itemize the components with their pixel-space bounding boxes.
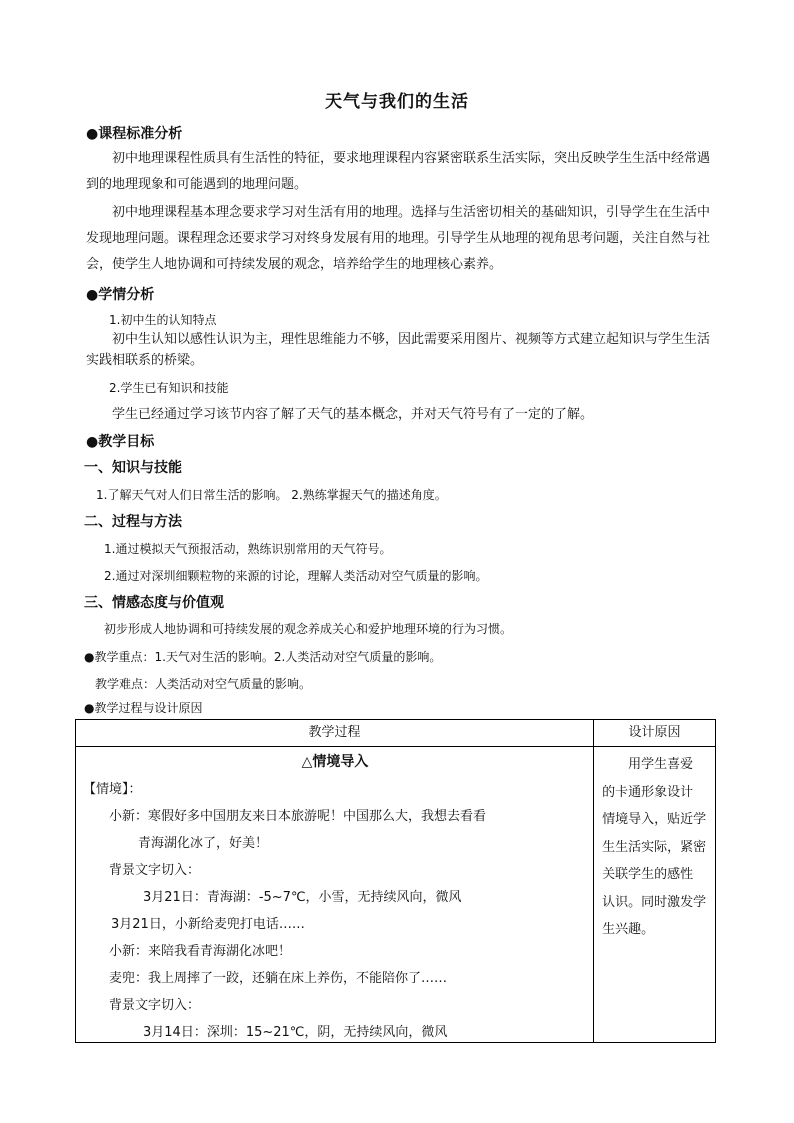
process-line: 青海湖化冰了，好美！ bbox=[138, 836, 269, 851]
curriculum-paragraph-2: 初中地理课程基本理念要求学习对生活有用的地理。选择与生活密切相关的基础知识，引导学生在生活中发现地理问题。课程理念还要求学习对终身发展有用的地理。引导学生从地理的视角思考问题，关注自然与社会，使学生人地协调和可持续发展的观念，培养给学生的地理核心素养。 bbox=[86, 205, 711, 272]
reason-line: 用学生喜爱 bbox=[628, 757, 694, 772]
goals-method-item-2: 2.通过对深圳细颗粒物的来源的讨论，理解人类活动对空气质量的影响。 bbox=[104, 569, 488, 583]
learners-paragraph-2: 学生已经通过学习该节内容了解了天气的基本概念，并对天气符号有了一定的了解。 bbox=[112, 407, 594, 422]
reason-line: 的卡通形象设计 bbox=[602, 784, 694, 800]
process-line: 【情境】： bbox=[83, 782, 142, 797]
process-line: 背景文字切入： bbox=[109, 998, 201, 1013]
process-heading: ●教学过程与设计原因 bbox=[84, 701, 203, 715]
process-line: 背景文字切入： bbox=[109, 863, 201, 878]
goals-knowledge-items: 1.了解天气对人们日常生活的影响。 2.熟练掌握天气的描述角度。 bbox=[96, 488, 447, 502]
goals-knowledge-heading: 一、知识与技能 bbox=[84, 460, 182, 476]
reason-line: 认识。同时激发学 bbox=[602, 894, 707, 910]
curriculum-paragraph-1: 初中地理课程性质具有生活性的特征，要求地理课程内容紧密联系生活实际，突出反映学生生活中经常遇到的地理现象和可能遇到的地理问题。 bbox=[86, 151, 711, 192]
process-subheading: △情境导入 bbox=[301, 754, 369, 770]
learners-subheading-2: 2.学生已有知识和技能 bbox=[109, 381, 229, 395]
process-line: 3月14日：深圳：15~21℃，阴，无持续风向，微风 bbox=[143, 1025, 448, 1040]
process-cell bbox=[76, 747, 594, 1043]
process-line: 麦兜：我上周摔了一跤，还躺在床上养伤，不能陪你了…… bbox=[109, 971, 448, 986]
goals-heading: ●教学目标 bbox=[86, 434, 155, 450]
column-header-process: 教学过程 bbox=[76, 720, 594, 747]
goals-value-item: 初步形成人地协调和可持续发展的观念养成关心和爱护地理环境的行为习惯。 bbox=[104, 622, 513, 636]
teaching-difficulty: 教学难点：人类活动对空气质量的影响。 bbox=[95, 677, 312, 691]
learners-heading: ●学情分析 bbox=[86, 287, 155, 303]
teaching-focus: ●教学重点：1.天气对生活的影响。2.人类活动对空气质量的影响。 bbox=[84, 650, 442, 664]
goals-method-item-1: 1.通过模拟天气预报活动，熟练识别常用的天气符号。 bbox=[104, 542, 392, 556]
process-line: 小新：寒假好多中国朋友来日本旅游呢！中国那么大，我想去看看 bbox=[109, 809, 487, 824]
learners-subheading-1: 1.初中生的认知特点 bbox=[109, 313, 217, 327]
process-table bbox=[75, 719, 716, 1043]
goals-method-heading: 二、过程与方法 bbox=[84, 514, 182, 530]
reason-line: 生生活实际，紧密 bbox=[602, 839, 707, 855]
curriculum-heading: ●课程标准分析 bbox=[86, 126, 183, 142]
process-line: 小新：来陪我看青海湖化冰吧！ bbox=[109, 944, 292, 959]
process-line: 3月21日：青海湖：-5~7℃，小雪，无持续风向，微风 bbox=[143, 890, 462, 905]
reason-line: 情境导入，贴近学 bbox=[602, 812, 707, 827]
learners-paragraph-1: 初中生认知以感性认识为主，理性思维能力不够，因此需要采用图片、视频等方式建立起知识与学生生活实践相联系的桥梁。 bbox=[86, 332, 711, 368]
goals-value-heading: 三、情感态度与价值观 bbox=[84, 595, 224, 611]
reason-line: 生兴趣。 bbox=[602, 922, 655, 937]
process-line: 3月21日，小新给麦兜打电话…… bbox=[111, 917, 305, 932]
document-title: 天气与我们的生活 bbox=[325, 92, 469, 112]
reason-cell bbox=[594, 747, 716, 1043]
column-header-reason: 设计原因 bbox=[594, 720, 716, 747]
reason-line: 关联学生的感性 bbox=[602, 867, 694, 882]
